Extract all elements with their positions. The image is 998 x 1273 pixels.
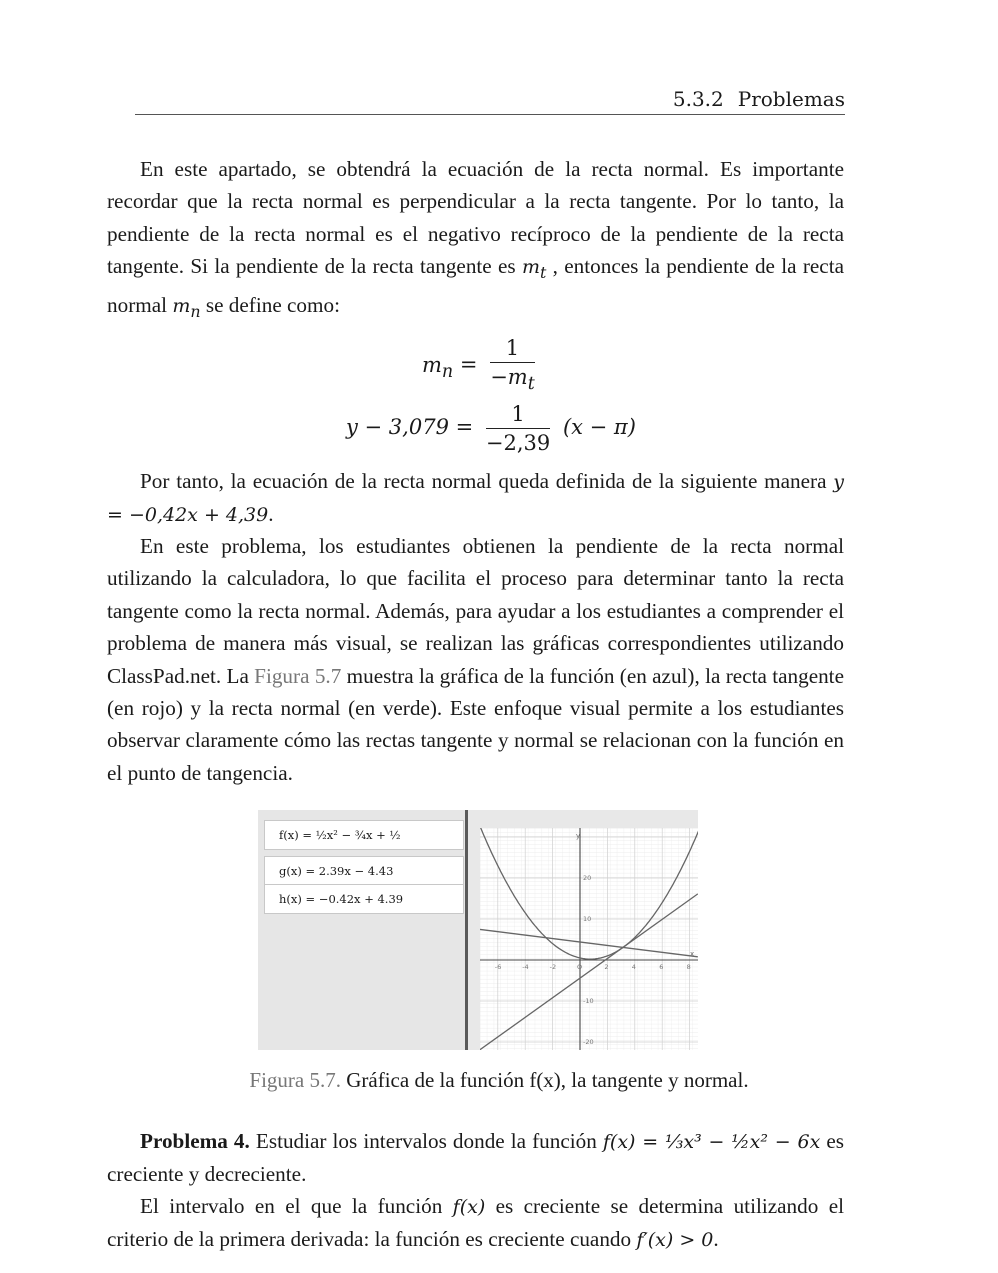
y-tick-label: 20	[583, 874, 592, 882]
panel-divider[interactable]	[465, 810, 468, 1050]
algebra-row-h[interactable]: h(x) = −0.42x + 4.39	[264, 884, 464, 914]
section-title: Problemas	[737, 87, 845, 111]
problem-label: Problema 4.	[140, 1129, 250, 1153]
y-tick-label: 10	[583, 915, 592, 923]
y-tick-label: -10	[583, 997, 594, 1005]
equation-normal-slope: $m_n$ = $\frac{1}{-m_t}$	[422, 336, 535, 395]
paragraph-problem-4: Problema 4. Estudiar los intervalos donde la función f(x) = ⅓x³ − ½x² − 6x es creciente y decreciente.	[107, 1129, 844, 1187]
paragraph-intro: En este apartado, se obtendrá la ecuación de la recta normal. Es importante recordar que la recta normal es perpendicular a la recta tangente. Por lo tanto, la pendiente de la recta normal es el negativo recíproco de la pendiente de la recta tangente. Si la pendiente de la recta tangente es $m_t$ , entonces la pendiente de la recta normal $m_n$ se define como:	[107, 157, 845, 322]
x-tick-label: -6	[494, 963, 502, 971]
algebra-row-f[interactable]: f(x) = ½x² − ¾x + ½	[264, 820, 464, 850]
section-number: 5.3.2	[672, 87, 724, 111]
x-tick-label: 2	[604, 963, 609, 971]
equation-normal-line: y − 3,079 = $\frac{1}{-2,39}$ (x − π)	[346, 402, 636, 455]
x-axis-label: x	[690, 950, 695, 958]
figure-caption	[0, 1068, 998, 1093]
x-tick-label: 6	[659, 963, 664, 971]
graph-canvas	[480, 828, 698, 1050]
x-tick-label: 4	[631, 963, 636, 971]
x-tick-label: O	[577, 963, 583, 971]
paragraph-normal-result: Por tanto, la ecuación de la recta normal queda definida de la siguiente manera y = −0,42x + 4,39.	[107, 469, 844, 527]
x-tick-label: -4	[522, 963, 529, 971]
algebra-panel	[258, 810, 466, 1050]
algebra-row-g[interactable]: g(x) = 2.39x − 4.43	[264, 856, 464, 886]
graph-view[interactable]	[480, 828, 698, 1050]
running-head	[135, 86, 845, 115]
paragraph-increasing: El intervalo en el que la función f(x) es creciente se determina utilizando el criterio de la primera derivada: la función es creciente cuando f′(x) > 0.	[107, 1194, 844, 1252]
x-tick-label: 8	[686, 963, 691, 971]
caption-label: Figura 5.7.	[249, 1068, 341, 1092]
figure-reference-link[interactable]: Figura 5.7	[254, 663, 342, 688]
caption-text: Gráfica de la función f(x), la tangente y normal.	[341, 1068, 749, 1092]
y-tick-label: -20	[583, 1038, 594, 1046]
y-axis-label: y	[576, 832, 581, 840]
figure-screenshot	[258, 810, 698, 1050]
x-tick-label: -2	[549, 963, 557, 971]
paragraph-classpad: En este problema, los estudiantes obtienen la pendiente de la recta normal utilizando la calculadora, lo que facilita el proceso para determinar tanto la recta tangente como la recta normal. Además, para ayudar a los estudiantes a comprender el problema de manera más visual, se realizan las gráficas correspondientes utilizando ClassPad.net. La Figura 5.7 muestra la gráfica de la función (en azul), la recta tangente (en rojo) y la recta normal (en verde). Este enfoque visual permite a los estudiantes observar claramente cómo las rectas tangente y normal se relacionan con la función en el punto de tangencia.	[107, 534, 844, 785]
